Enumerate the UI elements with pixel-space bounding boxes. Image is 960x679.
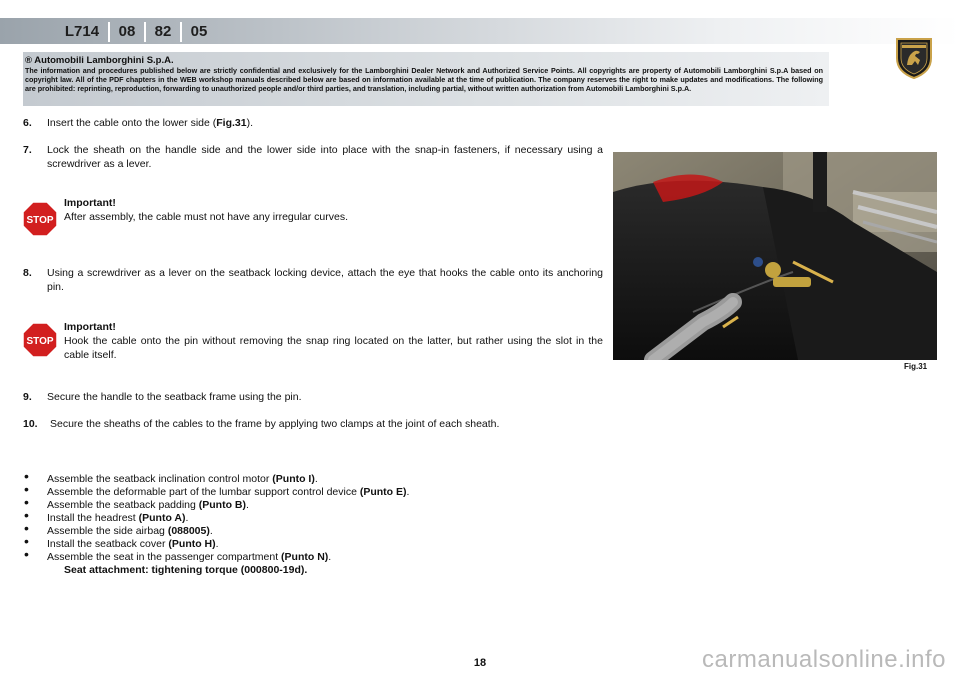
step-10 [23,417,603,431]
stop-sign-icon [23,202,57,236]
step-8 [23,266,603,294]
list-item [23,481,603,499]
step-7 [23,143,603,171]
list-item-reference: (Punto N) [281,551,329,563]
notice-title: ® Automobili Lamborghini S.p.A. [25,55,174,66]
figure-caption: Fig.31 [904,362,928,371]
list-item-text: Assemble the seatback padding [47,499,199,511]
page-number: 18 [473,657,487,669]
list-item-end: . [209,525,213,537]
list-item-text: Assemble the deformable part of the lumbar support control device [47,486,360,498]
list-item-reference: (Punto A) [138,512,186,524]
step-number: 8. [23,267,32,279]
stop-sign-label: STOP [26,336,54,347]
list-item [23,533,603,551]
notice-text: The information and procedures published below are strictly confidential and exclusively for the Lamborghini Dealer Network and Authorized Service Points. All copyrights are property of Automobili Lamborghini S.p.A based on copyright law. All of the PDF chapters in the WEB workshop manuals described below are based on information available at the time of publication. The company reserves the right to make updates and modifications. The following are prohibited: reprinting, reproduction, forwarding to unauthorized people and/or third parties, and translation, including partial, without written authorization from Automobili Lamborghini S.p.A. [25,66,823,93]
list-item [23,507,603,525]
list-item-reference: (Punto B) [198,499,247,511]
list-item [23,468,603,486]
list-item-text: Install the seatback cover [47,538,169,550]
important-note-1 [23,196,603,224]
important-title: Important! [64,197,116,209]
list-item [23,520,603,538]
torque-note: Seat attachment: tightening torque (000800-19d). [64,564,308,576]
step-text: Using a screwdriver as a lever on the seatback locking device, attach the eye that hooks the cable onto its anchoring pin. [47,267,603,293]
list-item-end: . [185,512,189,524]
step-number: 7. [23,144,32,156]
step-number: 9. [23,391,32,403]
step-number: 10. [23,418,38,430]
assembly-bullet-list [23,468,603,577]
step-text: Lock the sheath on the handle side and the lower side into place with the snap-in fasteners, if necessary using a screwdriver as a lever. [47,144,603,170]
copyright-notice [23,52,829,106]
list-item-reference: (Punto I) [272,473,315,485]
bullet-icon: • [24,546,29,562]
list-item-reference: (088005) [167,525,210,537]
list-item-end: . [406,486,410,498]
bullet-icon: • [24,468,29,484]
important-title: Important! [64,321,116,333]
bullet-icon: • [24,533,29,549]
list-item-end: . [314,473,318,485]
bullet-icon: • [24,494,29,510]
list-item-text: Assemble the seatback inclination control motor [47,473,273,485]
step-text: Insert the cable onto the lower side ( [47,117,217,129]
step-text-end: ). [246,117,254,129]
list-item [23,546,603,564]
bullet-icon: • [24,520,29,536]
list-item-end: . [328,551,332,563]
step-6 [23,116,603,130]
bullet-icon: • [24,481,29,497]
stop-sign-icon [23,323,57,357]
list-item-end: . [246,499,249,511]
list-item-text: Install the headrest [47,512,139,524]
list-item-reference: (Punto E) [359,486,407,498]
manual-code-section: 05 [180,22,216,42]
site-watermark: carmanualsonline.info [702,646,946,673]
important-text: After assembly, the cable must not have any irregular curves. [64,211,349,223]
figure-reference: Fig.31 [216,117,247,129]
step-9 [23,390,603,404]
seat-frame-illustration [613,152,937,360]
important-text: Hook the cable onto the pin without removing the snap ring located on the latter, but rather using the slot in the cable itself. [64,335,603,361]
figure-31-photo [613,152,937,360]
list-item-end: . [215,538,219,550]
stop-sign-label: STOP [26,215,54,226]
step-number: 6. [23,117,32,129]
lamborghini-logo-icon [894,36,934,80]
list-item-text: Assemble the seat in the passenger compartment [47,551,282,563]
step-text: Secure the sheaths of the cables to the frame by applying two clamps at the joint of each sheath. [50,418,500,430]
list-item [23,494,603,512]
manual-code-subgroup: 82 [144,22,180,42]
step-text: Secure the handle to the seatback frame using the pin. [47,391,302,403]
important-note-2 [23,320,603,362]
list-item-reference: (Punto H) [168,538,216,550]
manual-code-model: L714 [64,23,100,40]
bullet-icon: • [24,507,29,523]
manual-code-group: 08 [108,22,144,42]
list-item-text: Assemble the side airbag [47,525,168,537]
